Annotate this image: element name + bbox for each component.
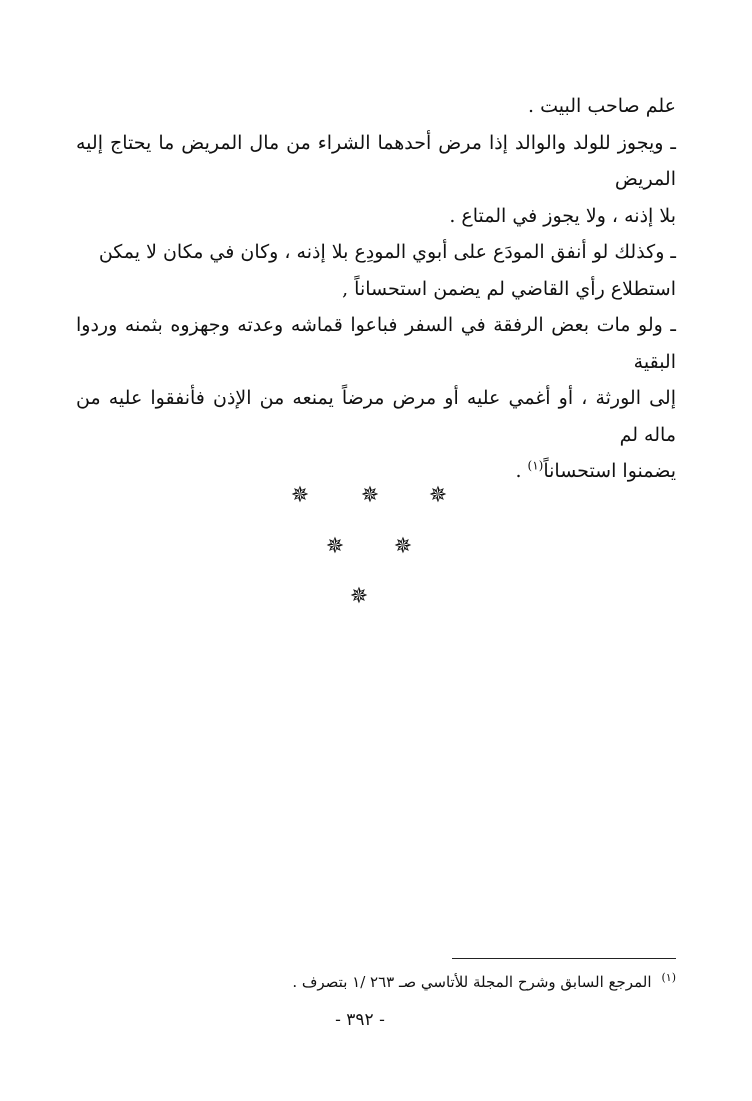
ornamental-star-icon: ✵	[325, 534, 345, 559]
footnote-marker[interactable]: (١)	[527, 458, 544, 473]
text-line-2: ـ ويجوز للولد والوالد إذا مرض أحدهما الشراء من مال المريض ما يحتاج إليه المريض	[76, 131, 676, 190]
ornamental-star-icon: ✵	[393, 534, 413, 559]
ornamental-star-icon: ✵	[349, 584, 369, 609]
text-line-7: إلى الورثة ، أو أغمي عليه أو مرض مرضاً يمنعه من الإذن فأنفقوا عليه من ماله لم	[76, 387, 676, 446]
section-divider-ornaments	[0, 478, 752, 618]
text-line-3: بلا إذنه ، ولا يجوز في المتاع .	[449, 204, 676, 227]
ornamental-star-icon: ✵	[428, 483, 448, 508]
footnote-text: المرجع السابق وشرح المجلة للأتاسي صـ ٢٦٣ /١ بتصرف .	[292, 973, 652, 991]
text-line-6: ـ ولو مات بعض الرفقة في السفر فباعوا قماشه وعدته وجهزوه بثمنه وردوا البقية	[76, 314, 676, 373]
text-line-8-content: يضمنوا استحساناً	[543, 460, 676, 482]
page-number: - ٣٩٢ -	[335, 1010, 385, 1030]
text-line-5: استطلاع رأي القاضي لم يضمن استحساناً ,	[342, 277, 676, 300]
text-line-8-end: .	[515, 460, 528, 482]
footnote	[76, 970, 676, 994]
text-line-4: ـ وكذلك لو أنفق المودَع على أبوي المودِع بلا إذنه ، وكان في مكان لا يمكن	[98, 241, 676, 263]
main-text	[76, 88, 676, 490]
footnote-separator	[452, 958, 676, 959]
ornamental-star-icon: ✵	[360, 483, 380, 508]
text-line-1: علم صاحب البيت .	[528, 95, 676, 117]
footnote-number: (١)	[661, 971, 676, 984]
ornamental-star-icon: ✵	[290, 483, 310, 508]
